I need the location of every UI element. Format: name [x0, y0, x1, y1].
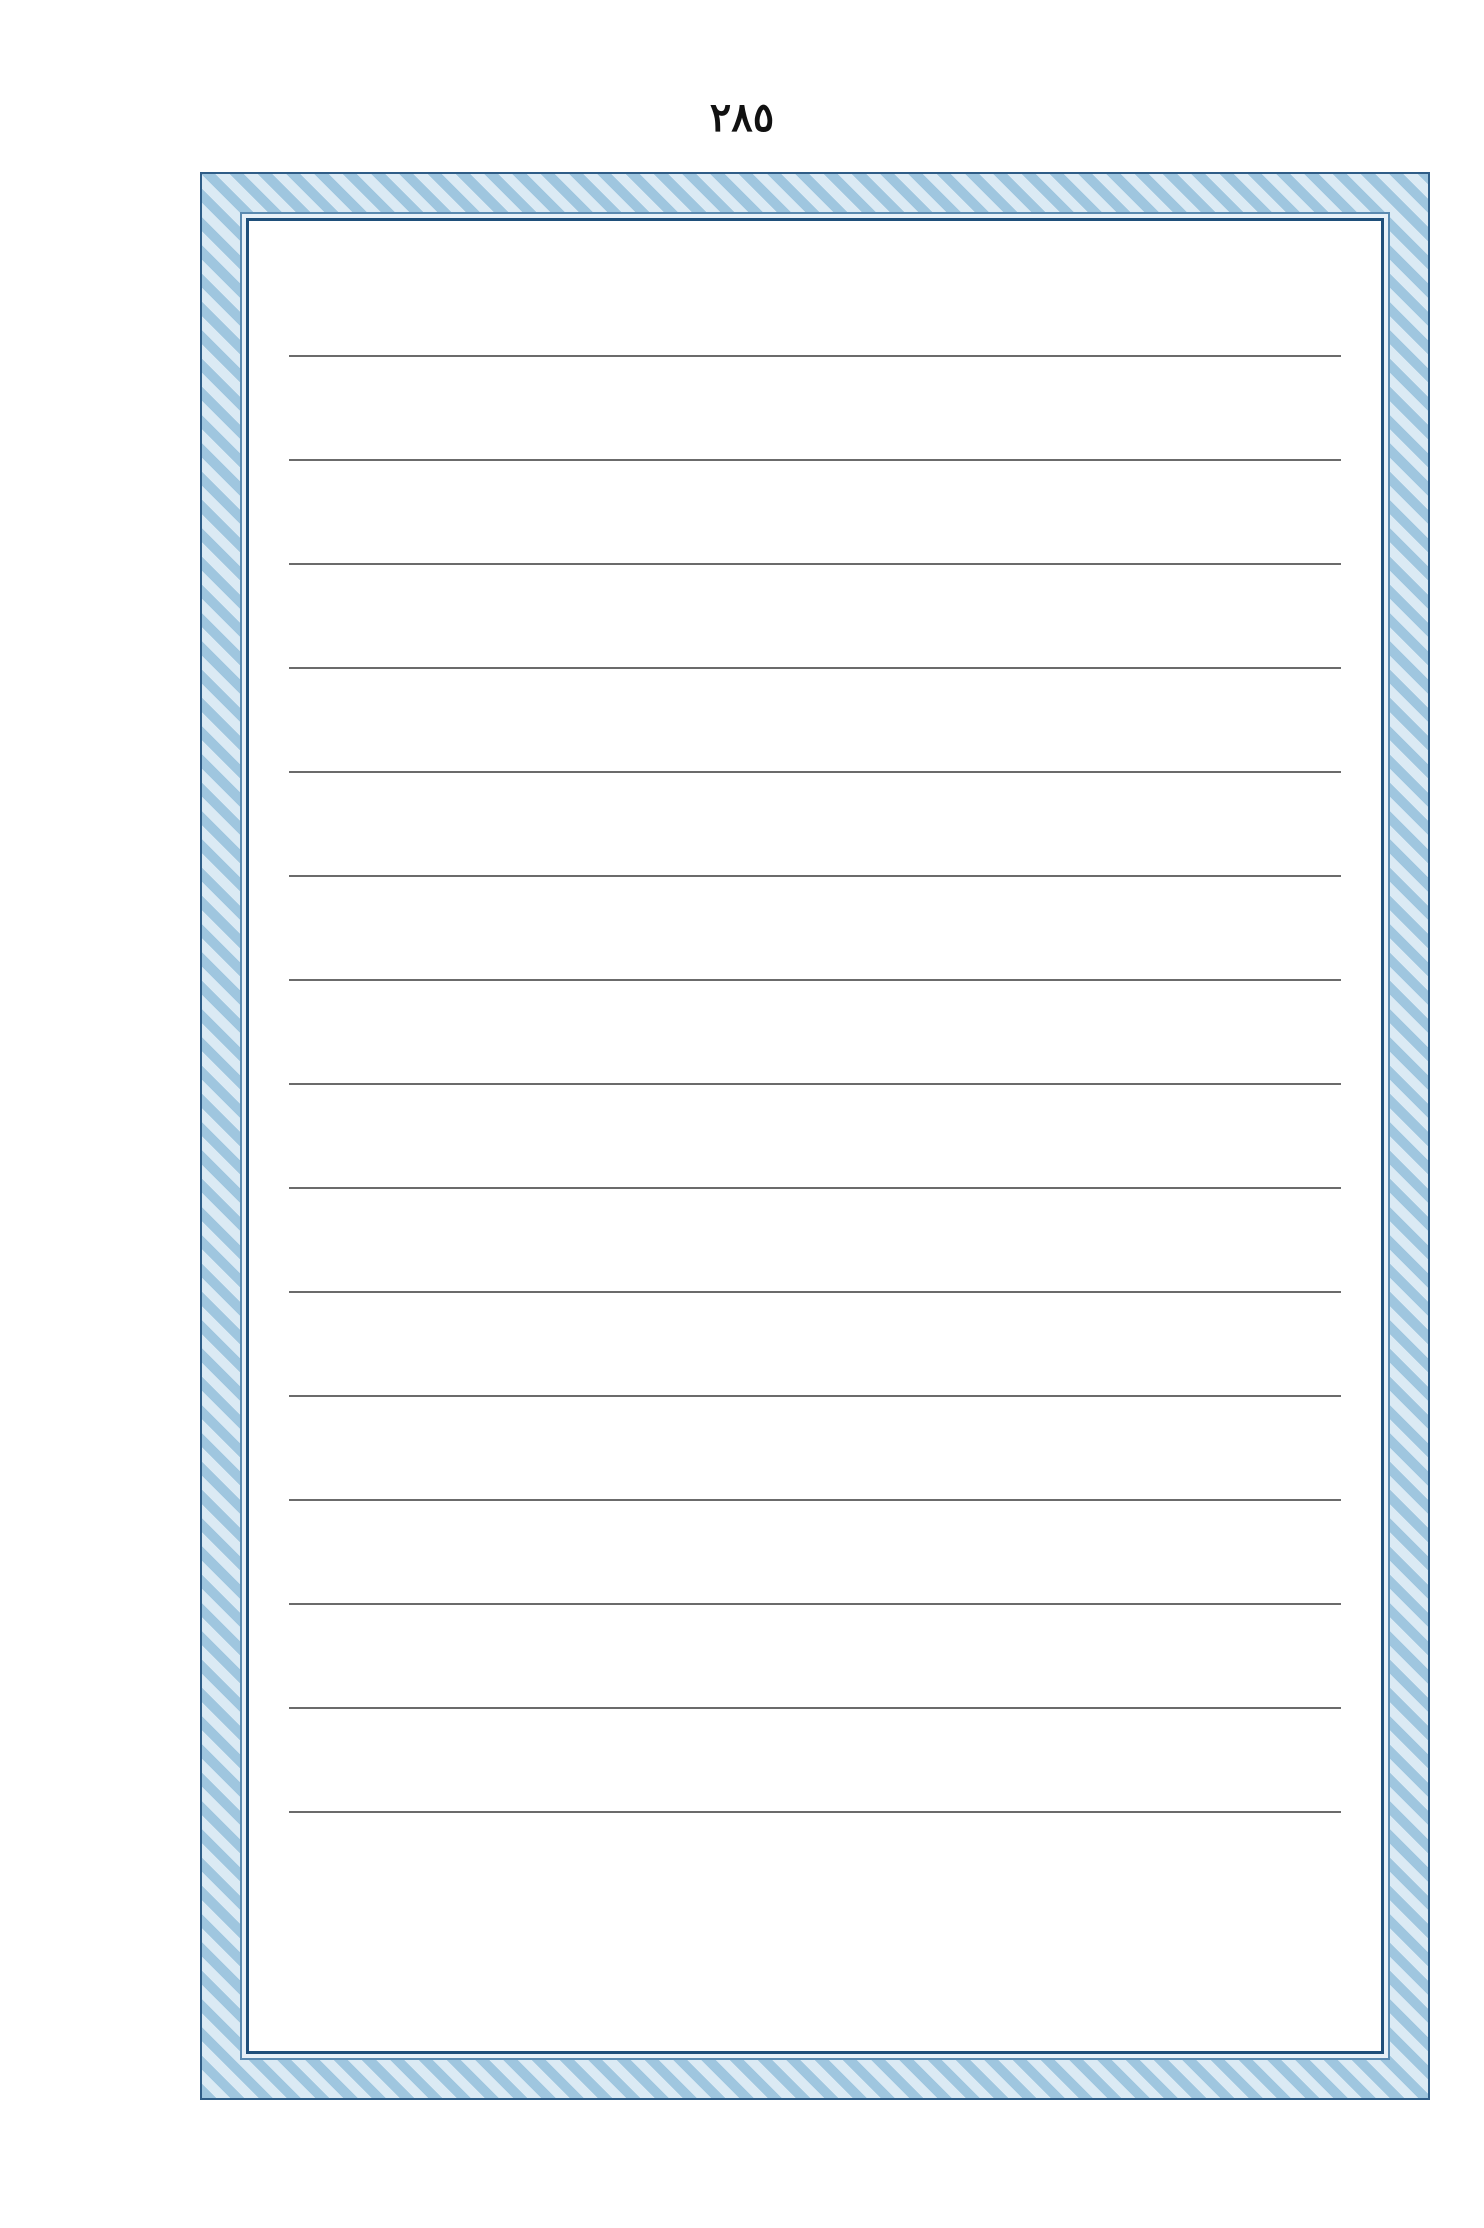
text-line-3 [289, 459, 1341, 565]
text-line-13 [289, 1499, 1341, 1605]
text-line-15 [289, 1707, 1341, 1813]
page-number: ٢٨٥ [709, 94, 775, 141]
ornamental-border [200, 172, 1430, 2100]
page-header [0, 80, 1484, 170]
text-line-5 [289, 667, 1341, 773]
text-line-1 [289, 251, 1341, 357]
ruku-marker [150, 820, 190, 970]
text-line-9 [289, 1083, 1341, 1189]
text-line-11 [289, 1291, 1341, 1397]
text-line-7 [289, 875, 1341, 981]
text-line-10 [289, 1187, 1341, 1293]
text-line-6 [289, 771, 1341, 877]
text-line-2 [289, 355, 1341, 461]
text-line-14 [289, 1603, 1341, 1709]
text-line-16 [289, 1811, 1341, 1915]
text-line-12 [289, 1395, 1341, 1501]
text-line-4 [289, 563, 1341, 669]
text-line-8 [289, 979, 1341, 1085]
text-panel [246, 218, 1384, 2054]
